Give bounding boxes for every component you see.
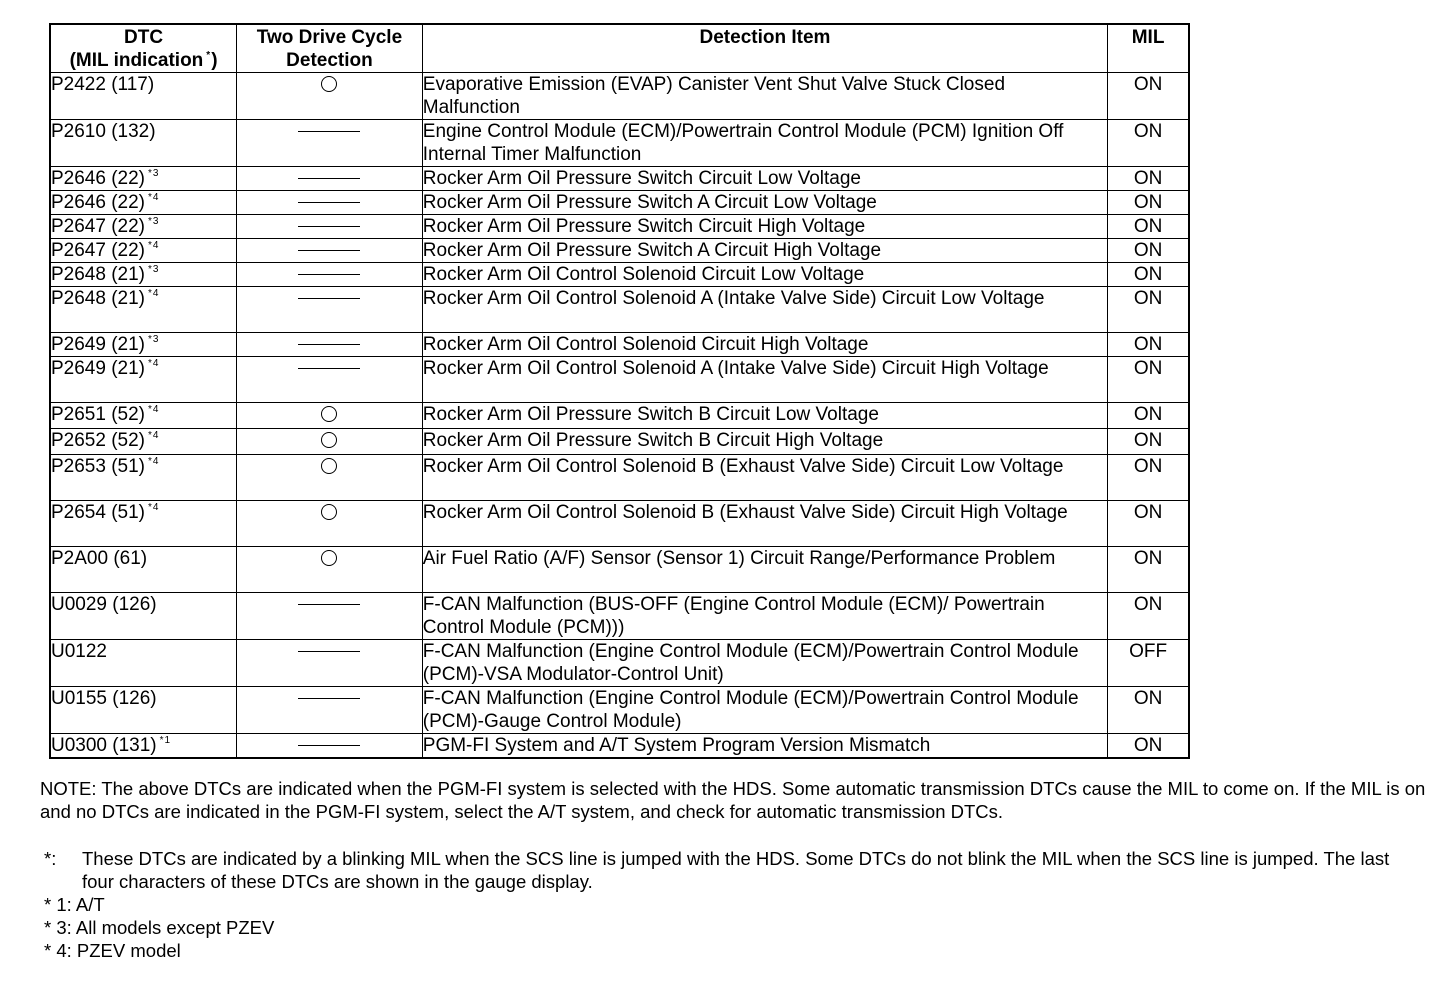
detection-item-cell: Rocker Arm Oil Pressure Switch Circuit Low Voltage — [422, 167, 1107, 191]
dtc-footnote-mark: *4 — [148, 288, 160, 299]
header-dtc-sub-mark: * — [206, 50, 212, 61]
table-row — [50, 455, 1189, 501]
dtc-code-cell — [50, 687, 237, 734]
dtc-code-cell — [50, 455, 237, 501]
dtc-footnote-mark: *3 — [148, 334, 160, 345]
dtc-code-cell — [50, 734, 237, 759]
dtc-code-cell — [50, 263, 237, 287]
circle-mark-icon — [321, 432, 337, 448]
detection-item-cell: Rocker Arm Oil Pressure Switch B Circuit Low Voltage — [422, 403, 1107, 429]
mil-status-cell: ON — [1108, 547, 1189, 593]
table-row — [50, 73, 1189, 120]
dtc-code: P2610 (132) — [51, 121, 156, 142]
table-row — [50, 287, 1189, 333]
dtc-code: P2654 (51) — [51, 502, 146, 523]
two-drive-cycle-cell — [237, 593, 423, 640]
dtc-code: P2A00 (61) — [51, 548, 148, 569]
detection-item-cell: F-CAN Malfunction (Engine Control Module (ECM)/Powertrain Control Module (PCM)-VSA Modulator-Control Unit) — [422, 640, 1107, 687]
table-row — [50, 640, 1189, 687]
dtc-code: P2652 (52) — [51, 430, 146, 451]
mil-status-cell: ON — [1108, 403, 1189, 429]
dtc-table — [49, 23, 1190, 759]
dash-mark-icon — [298, 651, 360, 652]
dtc-footnote-mark: *4 — [148, 404, 160, 415]
dtc-code-cell — [50, 167, 237, 191]
mil-status-cell: ON — [1108, 120, 1189, 167]
circle-mark-icon — [321, 504, 337, 520]
table-row — [50, 687, 1189, 734]
dtc-code-cell — [50, 73, 237, 120]
table-row — [50, 215, 1189, 239]
dtc-code: P2651 (52) — [51, 404, 146, 425]
table-row — [50, 263, 1189, 287]
detection-item-cell: Rocker Arm Oil Pressure Switch B Circuit High Voltage — [422, 429, 1107, 455]
dtc-footnote-mark: *4 — [148, 192, 160, 203]
dtc-code-cell — [50, 120, 237, 167]
dtc-code-cell — [50, 239, 237, 263]
dtc-code-cell — [50, 191, 237, 215]
header-dtc — [50, 24, 237, 73]
dash-mark-icon — [298, 745, 360, 746]
table-row — [50, 501, 1189, 547]
footnote-star-key: *: — [44, 848, 57, 869]
mil-status-cell: ON — [1108, 239, 1189, 263]
two-drive-cycle-cell — [237, 547, 423, 593]
header-two-drive-label: Two Drive Cycle — [256, 27, 403, 48]
dtc-code: U0029 (126) — [51, 594, 157, 615]
header-mil: MIL — [1108, 24, 1189, 73]
detection-item-cell: F-CAN Malfunction (BUS-OFF (Engine Control Module (ECM)/ Powertrain Control Module (PCM))) — [422, 593, 1107, 640]
dtc-code-cell — [50, 547, 237, 593]
two-drive-cycle-cell — [237, 357, 423, 403]
mil-status-cell: ON — [1108, 455, 1189, 501]
detection-item-cell: F-CAN Malfunction (Engine Control Module (ECM)/Powertrain Control Module (PCM)-Gauge Control Module) — [422, 687, 1107, 734]
dtc-code: P2648 (21) — [51, 288, 146, 309]
table-row — [50, 429, 1189, 455]
two-drive-cycle-cell — [237, 455, 423, 501]
dtc-code: P2648 (21) — [51, 264, 146, 285]
dtc-code-cell — [50, 640, 237, 687]
two-drive-cycle-cell — [237, 333, 423, 357]
header-dtc-sub-label: (MIL indication — [69, 50, 204, 71]
footnote-star-text: These DTCs are indicated by a blinking MIL when the SCS line is jumped with the HDS. Some DTCs do not blink the MIL when the SCS line is jumped. The last four characters of these DTCs are shown in the gauge display. — [82, 848, 1390, 892]
dash-mark-icon — [298, 202, 360, 203]
header-two-drive — [237, 24, 423, 73]
two-drive-cycle-cell — [237, 239, 423, 263]
table-row — [50, 593, 1189, 640]
dash-mark-icon — [298, 226, 360, 227]
detection-item-cell: Rocker Arm Oil Control Solenoid Circuit High Voltage — [422, 333, 1107, 357]
table-row — [50, 239, 1189, 263]
two-drive-cycle-cell — [237, 640, 423, 687]
table-row — [50, 191, 1189, 215]
two-drive-cycle-cell — [237, 120, 423, 167]
mil-status-cell: OFF — [1108, 640, 1189, 687]
dtc-code: P2649 (21) — [51, 334, 146, 355]
dash-mark-icon — [298, 344, 360, 345]
detection-item-cell: Rocker Arm Oil Control Solenoid A (Intake Valve Side) Circuit High Voltage — [422, 357, 1107, 403]
dtc-code-cell — [50, 287, 237, 333]
dtc-footnote-mark: *4 — [148, 502, 160, 513]
dtc-code: P2647 (22) — [51, 240, 146, 261]
dash-mark-icon — [298, 274, 360, 275]
dtc-footnote-mark: *3 — [148, 168, 160, 179]
detection-item-cell: Rocker Arm Oil Pressure Switch A Circuit High Voltage — [422, 239, 1107, 263]
dash-mark-icon — [298, 604, 360, 605]
header-dtc-label: DTC — [124, 27, 164, 48]
two-drive-cycle-cell — [237, 403, 423, 429]
two-drive-cycle-cell — [237, 167, 423, 191]
dash-mark-icon — [298, 178, 360, 179]
circle-mark-icon — [321, 458, 337, 474]
dtc-footnote-mark: *4 — [148, 430, 160, 441]
detection-item-cell: Evaporative Emission (EVAP) Canister Vent Shut Valve Stuck Closed Malfunction — [422, 73, 1107, 120]
header-dtc-sub — [51, 49, 236, 72]
mil-status-cell: ON — [1108, 501, 1189, 547]
table-row — [50, 403, 1189, 429]
dtc-code-cell — [50, 501, 237, 547]
two-drive-cycle-cell — [237, 73, 423, 120]
mil-status-cell: ON — [1108, 215, 1189, 239]
note-paragraph: NOTE: The above DTCs are indicated when the PGM-FI system is selected with the HDS. Some automatic transmission DTCs cause the MIL to come on. If the MIL is on and no DTCs are indicated in the PGM-FI system, select the A/T system, and check for automatic transmission DTCs. — [40, 778, 1426, 822]
dtc-footnote-mark: *3 — [148, 264, 160, 275]
mil-status-cell: ON — [1108, 593, 1189, 640]
table-row — [50, 120, 1189, 167]
dash-mark-icon — [298, 250, 360, 251]
table-row — [50, 547, 1189, 593]
dash-mark-icon — [298, 131, 360, 132]
dtc-code: P2422 (117) — [51, 74, 155, 95]
detection-item-cell: Air Fuel Ratio (A/F) Sensor (Sensor 1) Circuit Range/Performance Problem — [422, 547, 1107, 593]
dtc-code: U0155 (126) — [51, 688, 157, 709]
footnote-4: * 4: PZEV model — [44, 940, 181, 961]
dash-mark-icon — [298, 698, 360, 699]
dtc-code-cell — [50, 357, 237, 403]
two-drive-cycle-cell — [237, 263, 423, 287]
dtc-code: U0300 (131) — [51, 735, 157, 756]
footnote-3: * 3: All models except PZEV — [44, 917, 275, 938]
circle-mark-icon — [321, 76, 337, 92]
two-drive-cycle-cell — [237, 191, 423, 215]
dtc-code: U0122 — [51, 641, 107, 662]
dtc-footnote-mark: *4 — [148, 240, 160, 251]
dtc-footnote-mark: *4 — [148, 358, 160, 369]
detection-item-cell: Engine Control Module (ECM)/Powertrain Control Module (PCM) Ignition Off Internal Timer Malfunction — [422, 120, 1107, 167]
table-row — [50, 734, 1189, 759]
detection-item-cell: Rocker Arm Oil Control Solenoid A (Intake Valve Side) Circuit Low Voltage — [422, 287, 1107, 333]
dtc-footnote-mark: *1 — [159, 735, 172, 746]
two-drive-cycle-cell — [237, 215, 423, 239]
footnote-star — [44, 847, 1439, 893]
detection-item-cell: PGM-FI System and A/T System Program Version Mismatch — [422, 734, 1107, 759]
dtc-footnote-mark: *3 — [148, 216, 160, 227]
dtc-code-cell — [50, 403, 237, 429]
mil-status-cell: ON — [1108, 734, 1189, 759]
two-drive-cycle-cell — [237, 687, 423, 734]
circle-mark-icon — [321, 406, 337, 422]
dtc-code-cell — [50, 429, 237, 455]
table-header-row — [50, 24, 1189, 73]
header-detection-item: Detection Item — [422, 24, 1107, 73]
footnote-1: * 1: A/T — [44, 894, 105, 915]
circle-mark-icon — [321, 550, 337, 566]
mil-status-cell: ON — [1108, 357, 1189, 403]
dash-mark-icon — [298, 368, 360, 369]
mil-status-cell: ON — [1108, 167, 1189, 191]
mil-status-cell: ON — [1108, 287, 1189, 333]
two-drive-cycle-cell — [237, 734, 423, 759]
mil-status-cell: ON — [1108, 191, 1189, 215]
table-body — [50, 73, 1189, 759]
detection-item-cell: Rocker Arm Oil Pressure Switch Circuit High Voltage — [422, 215, 1107, 239]
mil-status-cell: ON — [1108, 73, 1189, 120]
mil-status-cell: ON — [1108, 687, 1189, 734]
dash-mark-icon — [298, 298, 360, 299]
dtc-code-cell — [50, 215, 237, 239]
dtc-code: P2649 (21) — [51, 358, 146, 379]
detection-item-cell: Rocker Arm Oil Control Solenoid B (Exhaust Valve Side) Circuit Low Voltage — [422, 455, 1107, 501]
mil-status-cell: ON — [1108, 263, 1189, 287]
two-drive-cycle-cell — [237, 501, 423, 547]
two-drive-cycle-cell — [237, 287, 423, 333]
table-row — [50, 167, 1189, 191]
detection-item-cell: Rocker Arm Oil Control Solenoid Circuit Low Voltage — [422, 263, 1107, 287]
dtc-code: P2646 (22) — [51, 168, 146, 189]
two-drive-cycle-cell — [237, 429, 423, 455]
dtc-code: P2647 (22) — [51, 216, 146, 237]
dtc-code: P2646 (22) — [51, 192, 146, 213]
table-row — [50, 333, 1189, 357]
mil-status-cell: ON — [1108, 333, 1189, 357]
detection-item-cell: Rocker Arm Oil Control Solenoid B (Exhaust Valve Side) Circuit High Voltage — [422, 501, 1107, 547]
header-dtc-sub-close: ) — [211, 50, 218, 71]
header-two-drive-sub: Detection — [286, 50, 373, 71]
table-row — [50, 357, 1189, 403]
dtc-code-cell — [50, 333, 237, 357]
mil-status-cell: ON — [1108, 429, 1189, 455]
dtc-code: P2653 (51) — [51, 456, 146, 477]
dtc-footnote-mark: *4 — [148, 456, 160, 467]
detection-item-cell: Rocker Arm Oil Pressure Switch A Circuit Low Voltage — [422, 191, 1107, 215]
dtc-code-cell — [50, 593, 237, 640]
